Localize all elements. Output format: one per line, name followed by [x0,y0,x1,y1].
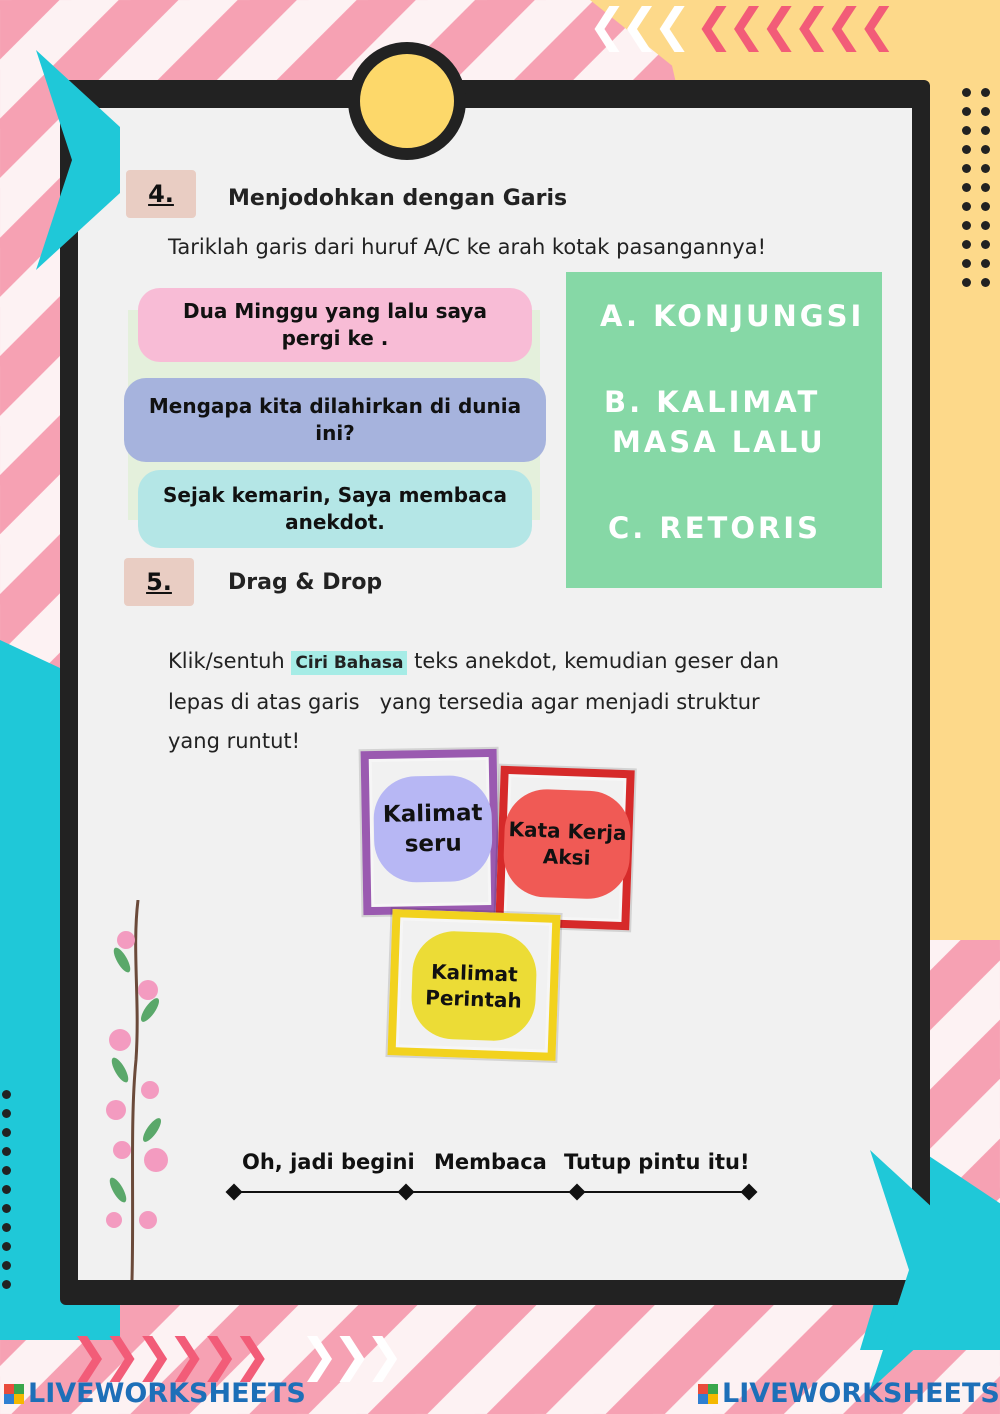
drag-card-kalimat-perintah-label: Kalimat Perintah [410,930,538,1042]
drag-card-kata-kerja-aksi-label: Kata Kerja Aksi [502,788,632,900]
liveworksheets-wordmark-left: LIVEWORKSHEETS [28,1378,306,1409]
drag-card-kalimat-seru[interactable] [361,749,500,915]
decorative-dot-grid [962,88,1000,287]
liveworksheets-logo-right[interactable] [698,1378,1000,1409]
liveworksheets-logo-left[interactable] [4,1378,306,1409]
match-option-c[interactable]: C. RETORIS [608,511,821,545]
drag-card-kata-kerja-aksi[interactable] [495,766,635,931]
match-statement-3[interactable] [138,470,532,548]
drag-card-kalimat-seru-label: Kalimat seru [373,775,493,883]
match-statement-2[interactable] [124,378,546,462]
section-4-instruction: Tariklah garis dari huruf A/C ke arah kotak pasangannya! [168,235,766,259]
drop-label-3: Tutup pintu itu! [564,1150,750,1174]
decorative-yellow-circle [348,42,466,160]
liveworksheets-icon [698,1384,718,1404]
instruction-text-start: Klik/sentuh [168,649,285,673]
instruction-line-3: yang runtut! [168,729,301,753]
drop-label-1: Oh, jadi begini [242,1150,415,1174]
match-option-b[interactable]: B. KALIMAT [604,385,821,419]
instruction-text-end: teks anekdot, kemudian geser dan [414,649,780,673]
decorative-dot-column [2,1090,11,1289]
match-statement-3-text: Sejak kemarin, Saya membaca anekdot. [163,483,507,534]
instruction-line-2: lepas di atas garis yang tersedia agar menjadi struktur [168,690,760,714]
decorative-chevrons-bottom-white: ❯❯❯ [300,1328,398,1382]
drag-card-kalimat-perintah[interactable] [388,909,561,1061]
flower-branch-decoration [92,900,192,1280]
matching-options-box [566,272,882,588]
decorative-chevrons-bottom-pink: ❯❯❯❯❯❯ [70,1328,266,1382]
match-option-a[interactable]: A. KONJUNGSI [600,299,865,333]
section-4-number: 4. [126,170,196,218]
ciri-bahasa-chip[interactable]: Ciri Bahasa [291,651,407,675]
decorative-chevrons-pink: ❮❮❮❮❮❮ [695,0,891,52]
section-5-instruction [168,642,808,761]
drop-label-2: Membaca [434,1150,547,1174]
match-statement-1-text: Dua Minggu yang lalu saya pergi ke . [183,299,487,350]
match-statement-1[interactable] [138,288,532,362]
drop-line [234,1191,750,1193]
liveworksheets-wordmark-right: LIVEWORKSHEETS [722,1378,1000,1409]
match-statement-2-text: Mengapa kita dilahirkan di dunia ini? [148,394,522,445]
liveworksheets-icon [4,1384,24,1404]
section-5-number: 5. [124,558,194,606]
section-5-title: Drag & Drop [228,570,383,595]
match-option-b-line2: MASA LALU [612,425,826,459]
decorative-chevrons-white: ❮❮❮ [588,0,686,52]
section-4-title: Menjodohkan dengan Garis [228,186,568,211]
